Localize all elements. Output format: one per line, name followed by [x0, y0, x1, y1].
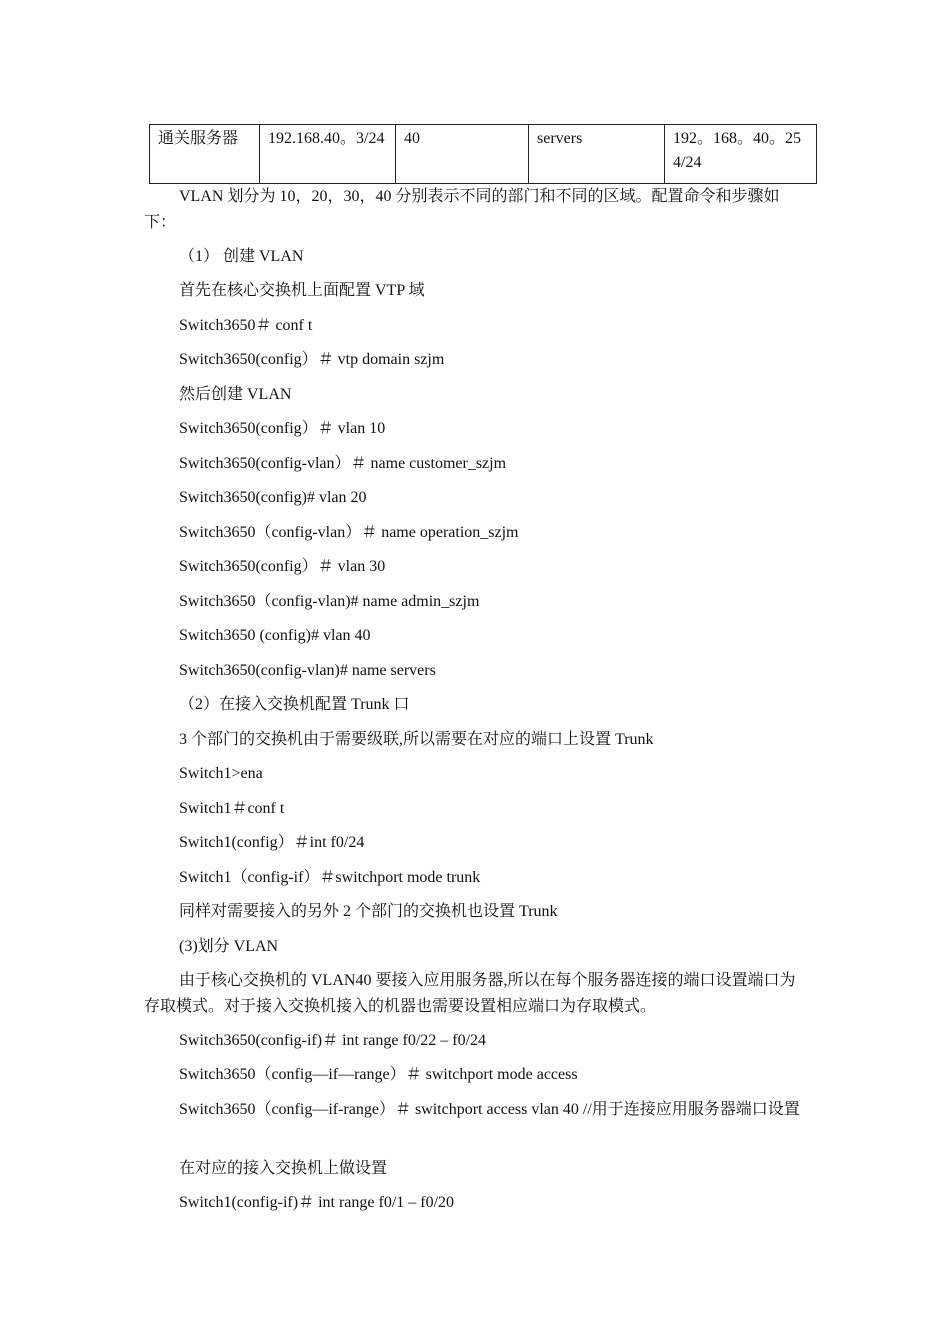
command-line: Switch3650＃ conf t — [179, 317, 313, 334]
command-line: Switch3650(config-vlan)# name servers — [179, 662, 436, 679]
command-line: Switch1(config）＃int f0/24 — [179, 834, 365, 851]
command-line: Switch3650(config-vlan）＃ name customer_szjm — [179, 455, 507, 472]
command-line: Switch1(config-if)＃ int range f0/1 – f0/20 — [179, 1194, 455, 1211]
paragraph: 在对应的接入交换机上做设置 — [179, 1160, 388, 1177]
command-line: Switch3650（config—if—range）＃ switchport mode access — [179, 1066, 578, 1083]
table-cell-vlan: 40 — [396, 125, 529, 184]
command-line: Switch3650(config-if)＃ int range f0/22 – f0/24 — [179, 1032, 487, 1049]
command-line: Switch3650(config）＃ vlan 30 — [179, 558, 386, 575]
paragraph: 然后创建 VLAN — [179, 386, 292, 403]
paragraph: 首先在核心交换机上面配置 VTP 域 — [179, 282, 425, 299]
command-line: Switch3650（config—if-range）＃ switchport access vlan 40 //用于连接应用服务器端口设置 — [179, 1101, 800, 1118]
command-line: Switch3650(config）＃ vtp domain szjm — [179, 351, 445, 368]
table-cell-name: 通关服务器 — [150, 125, 260, 184]
command-line: Switch3650（config-vlan）＃ name operation_szjm — [179, 524, 519, 541]
table-cell-ip: 192.168.40。3/24 — [260, 125, 396, 184]
command-line: Switch1＃conf t — [179, 800, 285, 817]
table-cell-vlan-name: servers — [529, 125, 665, 184]
command-line: Switch3650(config)# vlan 20 — [179, 489, 367, 506]
command-line: Switch3650(config）＃ vlan 10 — [179, 420, 386, 437]
table-row — [150, 125, 817, 184]
paragraph-access-mode: 由于核心交换机的 VLAN40 要接入应用服务器,所以在每个服务器连接的端口设置端口为存取模式。对于接入交换机接入的机器也需要设置相应端口为存取模式。 — [144, 972, 796, 1015]
command-line: Switch1>ena — [179, 765, 263, 782]
section-heading-create-vlan: （1） 创建 VLAN — [179, 248, 304, 265]
table-cell-gateway: 192。168。40。254/24 — [665, 125, 817, 184]
command-line: Switch1（config-if）＃switchport mode trunk — [179, 869, 481, 886]
command-line: Switch3650 (config)# vlan 40 — [179, 627, 371, 644]
command-line: Switch3650（config-vlan)# name admin_szjm — [179, 593, 480, 610]
paragraph: 同样对需要接入的另外 2 个部门的交换机也设置 Trunk — [179, 903, 558, 920]
server-info-table — [149, 124, 817, 184]
paragraph-vlan-intro: VLAN 划分为 10，20，30，40 分别表示不同的部门和不同的区域。配置命令和步骤如下： — [144, 188, 780, 231]
section-heading-trunk: （2）在接入交换机配置 Trunk 口 — [179, 696, 410, 713]
paragraph: 3 个部门的交换机由于需要级联,所以需要在对应的端口上设置 Trunk — [179, 731, 654, 748]
section-heading-assign-vlan: (3)划分 VLAN — [179, 938, 279, 955]
